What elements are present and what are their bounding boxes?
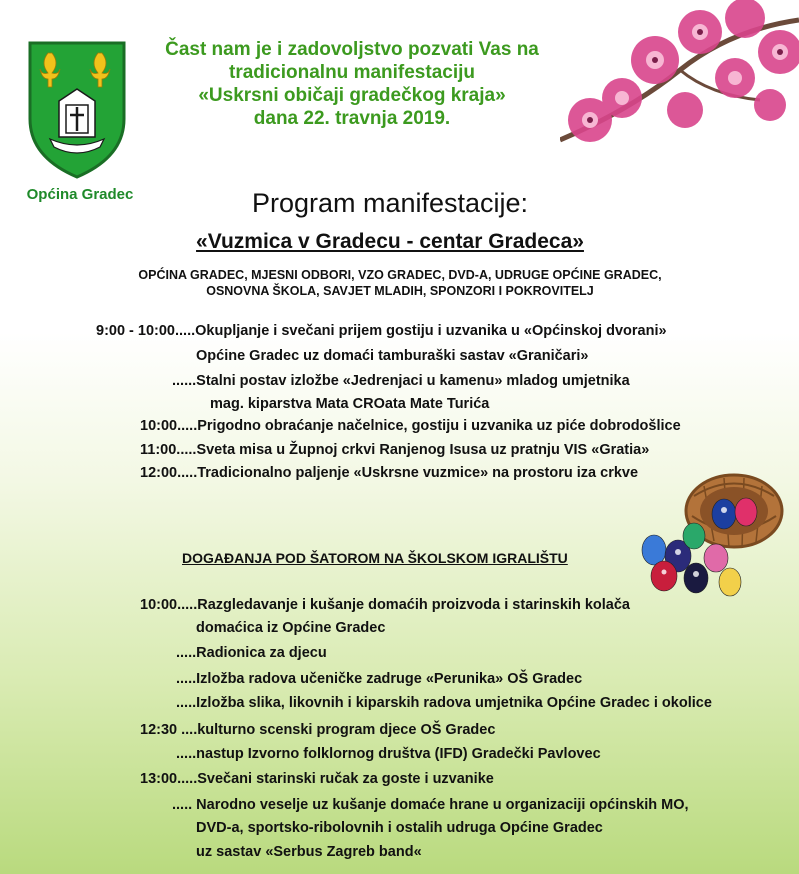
schedule-item — [196, 348, 588, 364]
schedule-text: kulturno scenski program djece OŠ Gradec — [197, 722, 496, 738]
schedule-text: domaćica iz Općine Gradec — [196, 620, 386, 636]
schedule-item — [176, 695, 712, 711]
schedule-time: ...... — [172, 373, 197, 389]
invitation-heading — [132, 38, 572, 130]
schedule-text: Izložba slika, likovnih i kiparskih radova umjetnika Općine Gradec i okolice — [196, 695, 712, 711]
schedule-item — [140, 722, 495, 738]
schedule-text: Narodno veselje uz kušanje domaće hrane u organizaciji općinskih MO, — [192, 797, 689, 813]
schedule-item — [176, 746, 601, 762]
schedule-time: 12:00..... — [140, 465, 198, 481]
coat-of-arms-logo — [26, 39, 128, 181]
schedule-item — [140, 771, 494, 787]
schedule-time: ..... — [176, 671, 197, 687]
schedule-text: uz sastav «Serbus Zagreb band« — [196, 844, 422, 860]
schedule-text: Izložba radova učeničke zadruge «Perunika» OŠ Gradec — [196, 671, 583, 687]
schedule-text: Razgledavanje i kušanje domaćih proizvoda i starinskih kolača — [197, 597, 630, 613]
schedule-text: Tradicionalno paljenje «Uskrsne vuzmice» na prostoru iza crkve — [197, 465, 639, 481]
schedule-item — [140, 597, 630, 613]
schedule-text: Svečani starinski ručak za goste i uzvanike — [197, 771, 494, 787]
easter-eggs-basket-image — [634, 466, 786, 604]
schedule-text: Radionica za djecu — [196, 645, 327, 661]
cherry-blossom-image — [560, 0, 799, 165]
schedule-item — [172, 373, 630, 389]
schedule-item — [176, 671, 582, 687]
organizers-line: OPĆINA GRADEC, MJESNI ODBORI, VZO GRADEC, DVD-A, UDRUGE OPĆINE GRADEC, — [138, 268, 662, 282]
tent-section-title: DOGAĐANJA POD ŠATOROM NA ŠKOLSKOM IGRALIŠTU — [182, 550, 568, 566]
schedule-time: ..... — [176, 746, 197, 762]
invitation-line: tradicionalnu manifestaciju — [229, 62, 475, 83]
program-title: Program manifestacije: — [251, 188, 529, 218]
organizers-list — [80, 267, 720, 299]
schedule-text: Okupljanje i svečani prijem gostiju i uzvanika u «Općinskoj dvorani» — [195, 323, 667, 339]
schedule-time: 10:00..... — [140, 418, 198, 434]
organizers-line: OSNOVNA ŠKOLA, SAVJET MLADIH, SPONZORI I POKROVITELJ — [206, 284, 594, 298]
invitation-line: dana 22. travnja 2019. — [253, 108, 451, 129]
schedule-item — [196, 620, 385, 636]
municipality-name: Općina Gradec — [26, 186, 134, 203]
schedule-item — [210, 396, 489, 412]
schedule-time: ..... — [176, 695, 197, 711]
schedule-time: 10:00..... — [140, 597, 198, 613]
schedule-item — [140, 465, 638, 481]
invitation-line: «Uskrsni običaji gradečkog kraja» — [198, 85, 506, 106]
schedule-item — [96, 323, 667, 339]
schedule-time: ..... — [176, 645, 197, 661]
schedule-text: Stalni postav izložbe «Jedrenjaci u kamenu» mladog umjetnika — [196, 373, 630, 389]
schedule-text: Općine Gradec uz domaći tamburaški sastav «Graničari» — [196, 348, 589, 364]
schedule-item — [140, 418, 681, 434]
schedule-text: DVD-a, sportsko-ribolovnih i ostalih udruga Općine Gradec — [196, 820, 603, 836]
schedule-time: ..... — [172, 797, 193, 813]
schedule-item — [196, 844, 422, 860]
event-title: «Vuzmica v Gradecu - centar Gradeca» — [196, 230, 584, 253]
schedule-text: Sveta misa u Župnoj crkvi Ranjenog Isusa uz pratnju VIS «Gratia» — [196, 442, 650, 458]
schedule-item — [176, 645, 327, 661]
schedule-text: Prigodno obraćanje načelnice, gostiju i uzvanika uz piće dobrodošlice — [197, 418, 681, 434]
schedule-time: 12:30 .... — [140, 722, 198, 738]
schedule-time: 9:00 - 10:00..... — [96, 323, 196, 339]
schedule-text: mag. kiparstva Mata CROata Mate Turića — [210, 396, 490, 412]
schedule-time: 13:00..... — [140, 771, 198, 787]
schedule-item — [196, 820, 603, 836]
schedule-item — [140, 442, 649, 458]
invitation-line: Čast nam je i zadovoljstvo pozvati Vas na — [165, 39, 539, 60]
schedule-time: 11:00..... — [140, 442, 197, 458]
schedule-text: nastup Izvorno folklornog društva (IFD) Gradečki Pavlovec — [196, 746, 601, 762]
schedule-item — [172, 797, 689, 813]
